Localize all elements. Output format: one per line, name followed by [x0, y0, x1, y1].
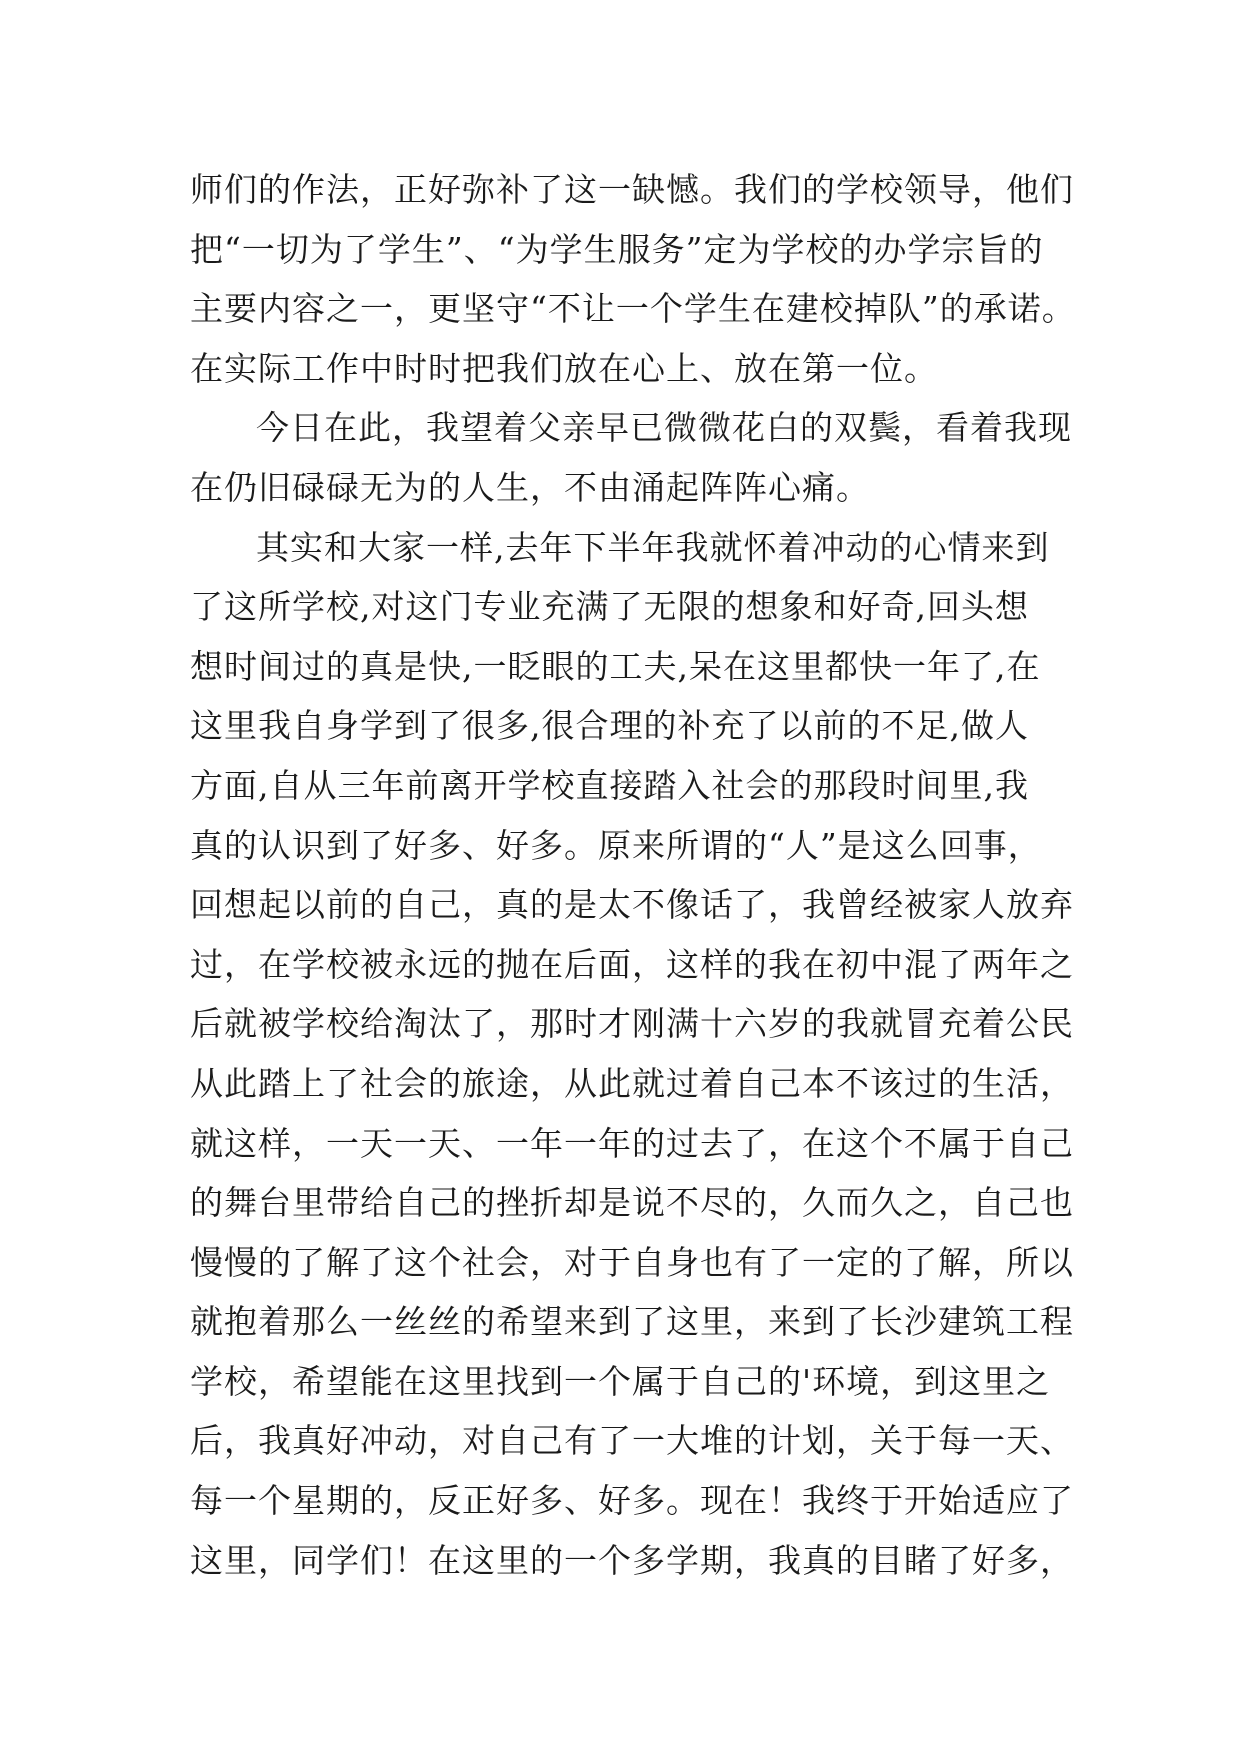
text-line: 师们的作法，正好弥补了这一缺憾。我们的学校领导，他们	[190, 170, 1074, 209]
text-line: 今日在此，我望着父亲早已微微花白的双鬓，看着我现	[256, 408, 1072, 448]
text-line: 在实际工作中时时把我们放在心上、放在第一位。	[190, 348, 938, 388]
body-text	[190, 160, 1076, 1590]
text-line: 想时间过的真是快,一眨眼的工夫,呆在这里都快一年了,在	[190, 646, 1041, 686]
text-line: 就这样，一天一天、一年一年的过去了，在这个不属于自己	[190, 1123, 1074, 1163]
text-line: 的舞台里带给自己的挫折却是说不尽的，久而久之，自己也	[190, 1183, 1074, 1223]
text-line: 把“一切为了学生”、“为学生服务”定为学校的办学宗旨的	[190, 229, 1044, 269]
text-line: 这里，同学们！在这里的一个多学期，我真的目睹了好多，	[190, 1540, 1074, 1580]
text-line: 真的认识到了好多、好多。原来所谓的“人”是这么回事，	[190, 825, 1042, 865]
text-line: 从此踏上了社会的旅途，从此就过着自己本不该过的生活，	[190, 1063, 1074, 1103]
text-line: 其实和大家一样,去年下半年我就怀着冲动的心情来到	[256, 527, 1050, 567]
text-line: 学校，希望能在这里找到一个属于自己的'环境，到这里之	[190, 1361, 1051, 1401]
text-line: 回想起以前的自己，真的是太不像话了，我曾经被家人放弃	[190, 885, 1074, 925]
text-line: 每一个星期的，反正好多、好多。现在！我终于开始适应了	[190, 1481, 1074, 1521]
text-line: 后，我真好冲动，对自己有了一大堆的计划，关于每一天、	[190, 1421, 1074, 1461]
text-line: 在仍旧碌碌无为的人生，不由涌起阵阵心痛。	[190, 467, 870, 507]
text-line: 方面,自从三年前离开学校直接踏入社会的那段时间里,我	[190, 765, 1029, 805]
text-line: 后就被学校给淘汰了，那时才刚满十六岁的我就冒充着公民	[190, 1004, 1074, 1044]
text-line: 过，在学校被永远的抛在后面，这样的我在初中混了两年之	[190, 944, 1074, 984]
text-line: 这里我自身学到了很多,很合理的补充了以前的不足,做人	[190, 706, 1029, 746]
text-line: 了这所学校,对这门专业充满了无限的想象和好奇,回头想	[190, 587, 1029, 627]
text-line: 慢慢的了解了这个社会，对于自身也有了一定的了解，所以	[190, 1242, 1074, 1282]
text-line: 就抱着那么一丝丝的希望来到了这里，来到了长沙建筑工程	[190, 1302, 1074, 1342]
text-line: 主要内容之一，更坚守“不让一个学生在建校掉队”的承诺。	[190, 289, 1076, 329]
